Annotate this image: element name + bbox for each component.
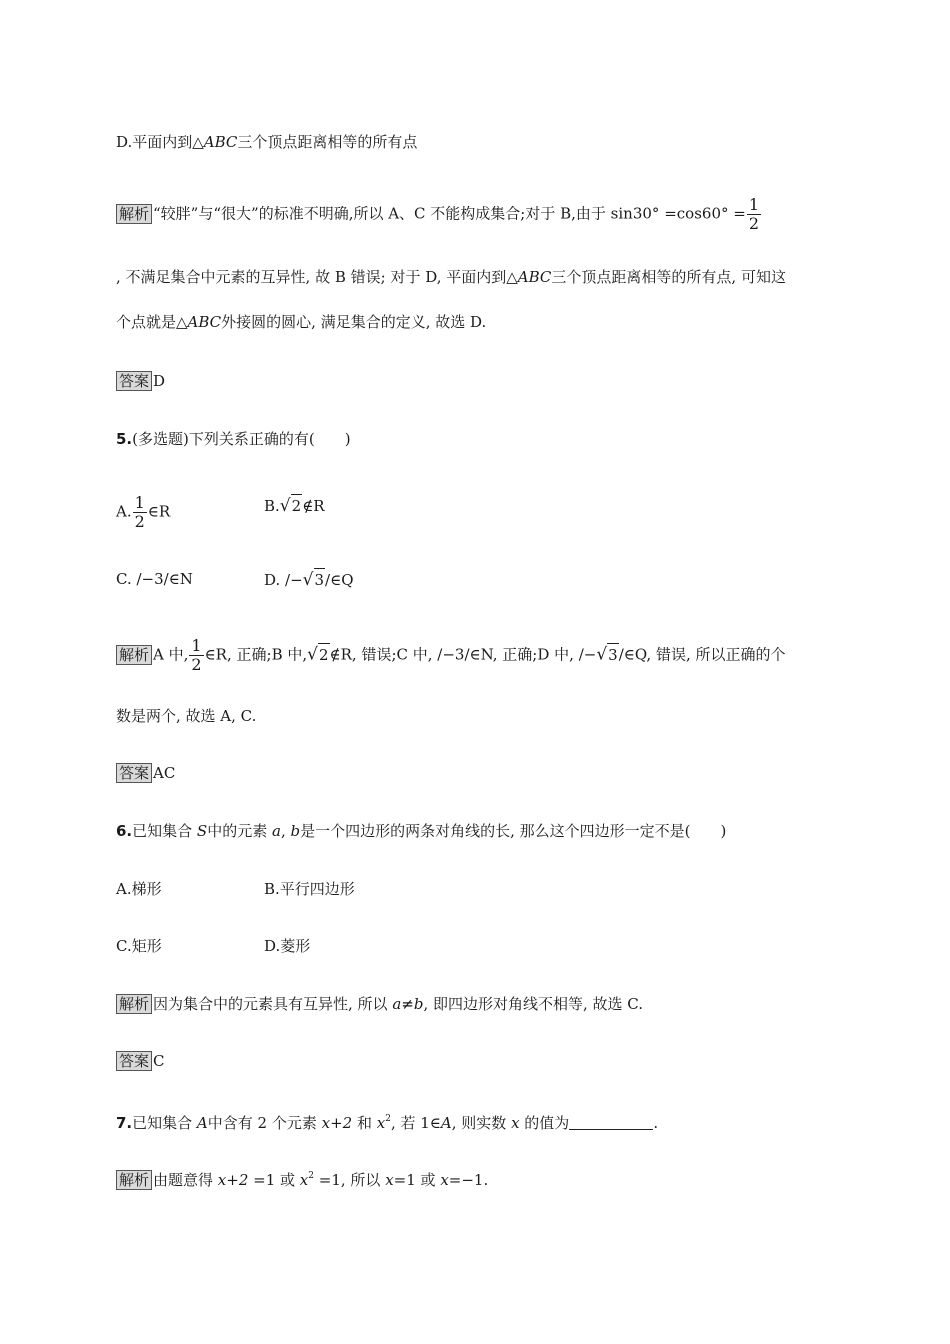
expr: x+2: [217, 1171, 249, 1189]
q6-option-d: [264, 935, 310, 957]
text: C. /−3/∈N: [116, 570, 193, 588]
numerator: 1: [134, 493, 145, 512]
denominator: 2: [191, 655, 202, 674]
text: 数是两个, 故选 A, C.: [116, 707, 257, 725]
analysis-tag: 解析: [116, 204, 152, 224]
answer-value: D: [153, 372, 166, 390]
text: ,: [280, 822, 291, 840]
fraction: [133, 494, 147, 531]
text: 三个顶点距离相等的所有点, 可知这: [551, 268, 786, 286]
answer-6-line: [116, 1050, 165, 1072]
text: 是一个四边形的两条对角线的长, 那么这个四边形一定不是( ): [300, 822, 727, 840]
numerator: 1: [748, 195, 760, 214]
text: 的值为: [519, 1114, 570, 1132]
answer-value: C: [153, 1052, 165, 1070]
analysis-7-line: [116, 1165, 488, 1191]
text: A 中,: [153, 645, 189, 664]
analysis-tag: 解析: [116, 1170, 152, 1190]
analysis-4-line-3: [116, 311, 486, 333]
triangle-label: ABC: [187, 313, 222, 331]
var: x: [511, 1114, 520, 1132]
text: /∈Q, 错误, 所以正确的个: [618, 645, 786, 664]
answer-tag: 答案: [116, 1051, 152, 1071]
text: A.梯形: [116, 880, 162, 898]
analysis-tag: 解析: [116, 994, 152, 1014]
analysis-5-line-2: [116, 705, 256, 727]
text: D. /−: [264, 571, 303, 589]
radical-sign-icon: √: [279, 496, 291, 516]
analysis-4-line-2: [116, 266, 786, 288]
question-5-line: [116, 428, 351, 450]
q6-option-c: [116, 935, 162, 957]
denominator: 2: [748, 214, 760, 233]
text: , 若 1∈: [390, 1114, 441, 1132]
text: =1, 所以: [314, 1171, 386, 1189]
text: 个点就是△: [116, 313, 188, 331]
text: 外接圆的圆心, 满足集合的定义, 故选 D.: [221, 313, 487, 331]
text: , 则实数: [451, 1114, 512, 1132]
q5-option-a: [116, 494, 170, 531]
analysis-4-line-1: [116, 196, 762, 233]
text: D.平面内到△: [116, 133, 204, 151]
answer-tag: 答案: [116, 371, 152, 391]
text: /∈Q: [325, 571, 354, 589]
fraction: [747, 196, 761, 233]
text: =1 或: [248, 1171, 300, 1189]
fraction: [189, 637, 203, 674]
radicand: 3: [607, 643, 619, 666]
text: ∈R, 正确;B 中,: [204, 645, 308, 664]
q6-option-b: [264, 878, 355, 900]
q5-option-b: [264, 494, 325, 517]
text: .: [653, 1114, 659, 1132]
text: 中含有 2 个元素: [207, 1114, 322, 1132]
var: b: [290, 822, 301, 840]
radical-sign-icon: √: [302, 570, 314, 590]
text: ∈R: [147, 502, 171, 521]
expr: x: [299, 1171, 309, 1189]
text: 和: [352, 1114, 377, 1132]
q6-option-a: [116, 878, 162, 900]
answer-5-line: [116, 762, 175, 784]
numerator: 1: [191, 636, 202, 655]
option-d-line: [116, 131, 417, 153]
question-7-line: [116, 1108, 658, 1134]
var: x: [440, 1171, 449, 1189]
text: =1 或: [393, 1171, 441, 1189]
text: =−1.: [448, 1171, 489, 1189]
superscript: 2: [385, 1114, 391, 1124]
text: 已知集合: [132, 822, 197, 840]
var: a: [271, 822, 281, 840]
question-number: 5.: [116, 430, 133, 448]
question-number: 6.: [116, 822, 133, 840]
analysis-5-line-1: [116, 637, 786, 674]
text: “较胖”与“很大”的标准不明确,所以 A、C 不能构成集合;对于 B,由于 sin30° =cos60° =: [153, 204, 746, 223]
question-6-line: [116, 820, 726, 842]
text: ∉R: [302, 497, 325, 515]
radicand: 3: [314, 568, 326, 591]
text: B.平行四边形: [264, 880, 355, 898]
text: C.矩形: [116, 937, 162, 955]
var: A: [440, 1114, 452, 1132]
var: S: [196, 822, 208, 840]
text: ∉R, 错误;C 中, /−3/∈N, 正确;D 中, /−: [329, 645, 597, 664]
text: 中的元素: [207, 822, 272, 840]
text: 因为集合中的元素具有互异性, 所以: [153, 995, 393, 1013]
var: A: [196, 1114, 208, 1132]
radicand: 2: [291, 494, 303, 517]
option-label: A.: [116, 502, 132, 521]
radicand: 2: [318, 643, 330, 666]
question-number: 7.: [116, 1114, 133, 1132]
superscript: 2: [308, 1171, 314, 1181]
text: 三个顶点距离相等的所有点: [237, 133, 418, 151]
q5-option-d: [264, 568, 354, 591]
radical-sign-icon: √: [596, 644, 608, 665]
radical-sign-icon: √: [307, 644, 318, 665]
expr: x: [376, 1114, 386, 1132]
answer-4-line: [116, 370, 165, 392]
text: 由题意得: [153, 1171, 218, 1189]
triangle-label: ABC: [517, 268, 552, 286]
answer-value: AC: [153, 764, 176, 782]
option-label: B.: [264, 497, 280, 515]
question-text: (多选题)下列关系正确的有( ): [132, 430, 351, 448]
q5-option-c: [116, 568, 193, 590]
text: D.菱形: [264, 937, 311, 955]
text: , 即四边形对角线不相等, 故选 C.: [423, 995, 644, 1013]
text: 已知集合: [132, 1114, 197, 1132]
analysis-tag: 解析: [116, 645, 152, 665]
answer-blank[interactable]: [569, 1115, 653, 1130]
denominator: 2: [134, 512, 145, 531]
expr: a≠b: [392, 995, 424, 1013]
analysis-6-line: [116, 993, 643, 1015]
text: , 不满足集合中元素的互异性, 故 B 错误; 对于 D, 平面内到△: [116, 268, 518, 286]
var: x: [385, 1171, 394, 1189]
triangle-label: ABC: [203, 133, 238, 151]
answer-tag: 答案: [116, 763, 152, 783]
expr: x+2: [321, 1114, 353, 1132]
